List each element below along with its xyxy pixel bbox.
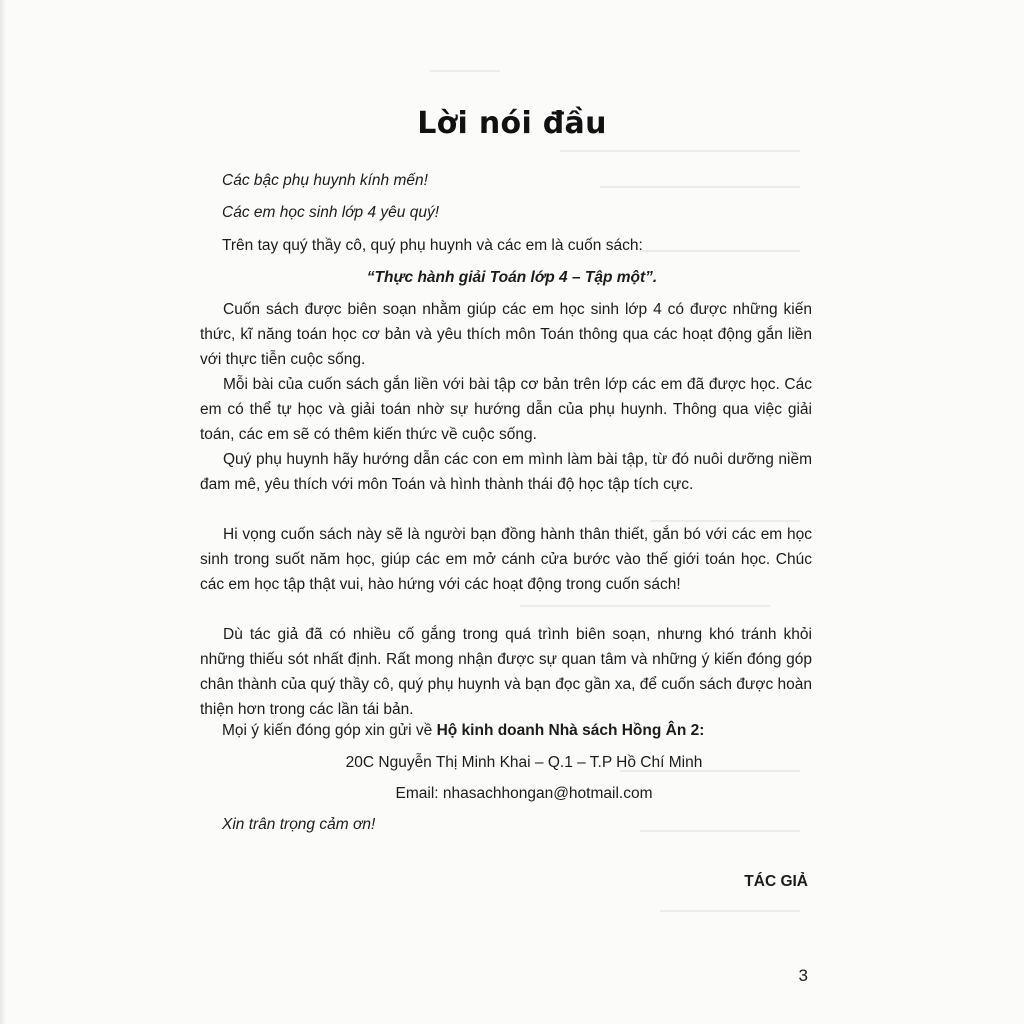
paragraph-4: Hi vọng cuốn sách này sẽ là người bạn đồng hành thân thiết, gắn bó với các em học sinh trong suốt năm học, giúp các em mở cánh cửa bước vào thế giới toán học. Chúc các em học tập thật vui, hào hứng với các hoạt động trong cuốn sách! [200, 526, 812, 593]
author-signature: TÁC GIẢ [744, 873, 808, 890]
paragraph-2: Mỗi bài của cuốn sách gắn liền với bài tập cơ bản trên lớp các em đã được học. Các em có thể tự học và giải toán nhờ sự hướng dẫn của phụ huynh. Thông qua việc giải toán, các em sẽ có thêm kiến thức về cuộc sống. [200, 376, 812, 443]
book-title: “Thực hành giải Toán lớp 4 – Tập một”. [366, 269, 658, 286]
contact-intro: Mọi ý kiến đóng góp xin gửi về [222, 722, 437, 739]
page-edge-shadow [0, 0, 6, 1024]
bleed-through-mark [660, 910, 800, 912]
email: Email: nhasachhongan@hotmail.com [395, 785, 653, 802]
bleed-through-mark [600, 186, 800, 188]
address: 20C Nguyễn Thị Minh Khai – Q.1 – T.P Hồ Chí Minh [345, 754, 703, 771]
intro-text: Trên tay quý thầy cô, quý phụ huynh và các em là cuốn sách: [222, 237, 643, 254]
thanks-text: Xin trân trọng cảm ơn! [222, 816, 376, 833]
paragraph-5: Dù tác giả đã có nhiều cố gắng trong quá trình biên soạn, nhưng khó tránh khỏi những thiếu sót nhất định. Rất mong nhận được sự quan tâm và những ý kiến đóng góp chân thành của quý thầy cô, quý phụ huynh và bạn đọc gần xa, để cuốn sách được hoàn thiện hơn trong các lần tái bản. [200, 626, 812, 718]
bleed-through-mark [430, 70, 500, 72]
publisher-name: Hộ kinh doanh Nhà sách Hồng Ân 2: [436, 722, 705, 739]
contact-line [222, 718, 704, 743]
greeting-parents: Các bậc phụ huynh kính mến! [222, 172, 428, 189]
bleed-through-mark [640, 830, 800, 832]
greeting-students: Các em học sinh lớp 4 yêu quý! [222, 204, 440, 221]
bleed-through-mark [640, 250, 800, 252]
page-number: 3 [798, 966, 808, 985]
page-title: Lời nói đầu [417, 106, 607, 142]
bleed-through-mark [520, 605, 770, 607]
bleed-through-mark [560, 150, 800, 152]
paragraph-1: Cuốn sách được biên soạn nhằm giúp các em học sinh lớp 4 có được những kiến thức, kĩ năng toán học cơ bản và yêu thích môn Toán thông qua các hoạt động gắn liền với thực tiễn cuộc sống. [200, 301, 812, 368]
paragraph-3: Quý phụ huynh hãy hướng dẫn các con em mình làm bài tập, từ đó nuôi dưỡng niềm đam mê, yêu thích với môn Toán và hình thành thái độ học tập tích cực. [200, 451, 812, 493]
